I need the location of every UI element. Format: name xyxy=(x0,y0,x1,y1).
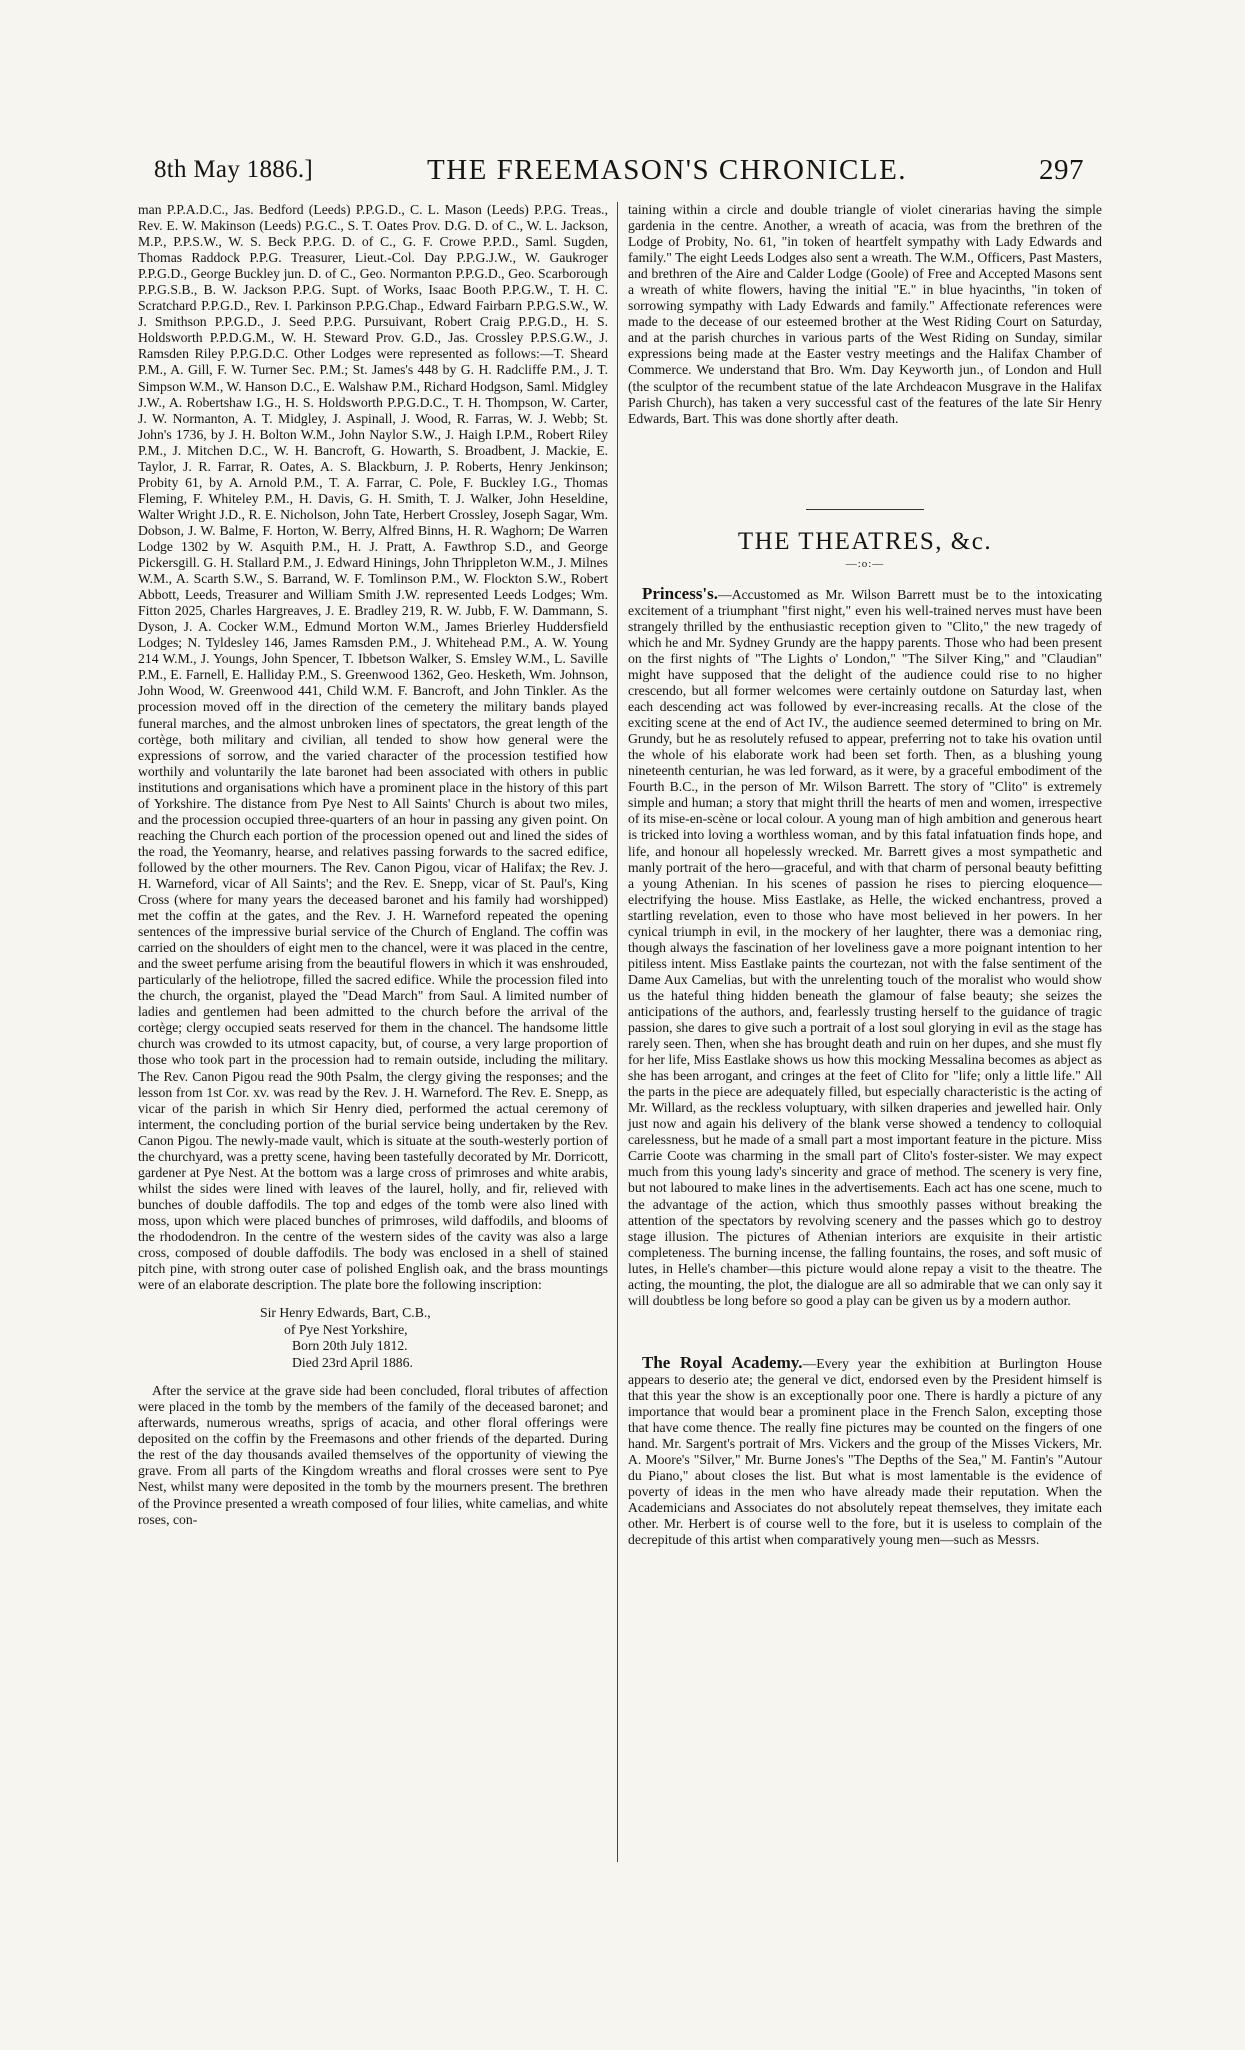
academy-lead: The Royal Academy. xyxy=(642,1352,803,1372)
princess-lead: Princess's. xyxy=(642,583,719,603)
column-divider xyxy=(617,202,618,1862)
page-header xyxy=(154,150,1084,194)
inscription-line: of Pye Nest Yorkshire, xyxy=(284,1321,408,1337)
heading-ornament: —:o:— xyxy=(845,557,885,570)
princess-review xyxy=(628,583,1102,1309)
section-spacer xyxy=(628,1309,1102,1355)
right-column xyxy=(628,202,1102,1548)
masonic-attendance-paragraph: man P.P.A.D.C., Jas. Bedford (Leeds) P.P.G.D., C. L. Mason (Leeds) P.P.G. Treas., Rev. E. W. Makinson (Leeds) P.G.C., S. T. Oates Prov. D.G. D. of C., W. L. Jackson, M.P., P.P.S.W., W. S. Beck P.P.G. D. of C., G. F. Crowe P.P.D., Saml. Sugden, Thomas Raddock P.P.G. Treasurer, Lieut.-Col. Day P.P.G.J.W., W. Gaukroger P.P.G.D., George Buckley jun. D. of C., Geo. Normanton P.P.G.D., Geo. Scarborough P.P.G.S.B., B. W. Jackson P.P.G. Supt. of Works, Isaac Booth P.P.G.W., T. H. C. Scratchard P.P.G.D., Rev. I. Parkinson P.P.G.Chap., Edward Fairbarn P.P.G.S.W., W. J. Smithson P.P.G.D., J. Seed P.P.G. Pursuivant, Robert Craig P.P.G.D., H. S. Holdsworth P.P.D.G.M., W. H. Steward Prov. G.D., Jas. Crossley P.P.S.G.W., J. Ramsden Riley P.P.G.D.C. Other Lodges were represented as follows:—T. Sheard P.M., A. Gill, F. W. Turner Sec. P.M.; St. James's 448 by G. H. Radcliffe P.M., J. T. Simpson W.M., W. Hanson D.C., E. Walshaw P.M., Richard Hodgson, Saml. Midgley J.W., A. Robertshaw I.G., H. S. Holdsworth P.P.G.D.C., T. H. Thompson, W. Carter, J. W. Normanton, A. T. Midgley, J. Aspinall, J. Wood, R. Farras, W. J. Webb; St. John's 1736, by J. H. Bolton W.M., John Naylor S.W., J. Haigh I.P.M., Robert Riley P.M., J. Mitchen D.C., W. H. Bancroft, G. Howarth, S. Broadbent, J. Mackie, E. Taylor, J. R. Farrar, R. Oates, A. S. Blackburn, J. P. Roberts, Henry Jenkinson; Probity 61, by A. Arnold P.M., T. A. Farrar, C. Pole, F. Buckley I.G., Thomas Fleming, F. Whiteley P.M., H. Davis, G. H. Smith, T. J. Walker, John Heseldine, Walter Wright J.D., R. E. Nicholson, John Tate, Herbert Crossley, Joseph Sagar, Wm. Dobson, J. W. Balme, F. Horton, W. Berry, Alfred Binns, H. R. Waghorn; De Warren Lodge 1302 by W. Asquith P.M., H. J. Pratt, A. Fawthrop S.D., and George Pickersgill. G. H. Stallard P.M., J. Edward Hinings, John Thrippleton W.M., J. Milnes W.M., A. Scarth S.W., S. Barrand, W. F. Tomlinson P.M., W. Flockton S.W., Robert Abbott, Leeds, Treasurer and William Smith J.W. represented Leeds Lodges; Wm. Fitton 2025, Charles Hargreaves, J. E. Bradley 219, R. W. Jubb, F. W. Dammann, S. Dyson, J. A. Cocker W.M., Edmund Morton W.M., James Brierley Huddersfield Lodges; N. Tyldesley 146, James Ramsden P.M., J. Whitehead P.M., A. W. Young 214 W.M., J. Youngs, John Spencer, T. Ibbetson Walker, S. Emsley W.M., L. Saville P.M., E. Farnell, E. Halliday P.M., S. Greenwood 1362, Geo. Hesketh, Wm. Johnson, John Wood, W. Greenwood 441, Child W.M. F. Bancroft, and John Tinkler. As the procession moved off in the direction of the cemetery the military bands played funeral marches, and the almost unbroken lines of spectators, the great length of the cortège, both military and civilian, all tended to show how general were the expressions of sorrow, and the varied character of the procession testified how worthily and voluntarily the late baronet had been associated with others in public institutions and organisations which have a prominent place in the history of this part of Yorkshire. The distance from Pye Nest to All Saints' Church is about two miles, and the procession occupied three-quarters of an hour in passing any given point. On reaching the Church each portion of the procession opened out and lined the sides of the road, the Yeomanry, hearse, and relatives passing forwards to the sacred edifice, followed by the other mourners. The Rev. Canon Pigou, vicar of Halifax; the Rev. J. H. Warneford, vicar of All Saints'; and the Rev. E. Snepp, vicar of St. Paul's, King Cross (where for many years the deceased baronet and his family had worshipped) met the coffin at the gates, and the Rev. J. H. Warneford repeated the opening sentences of the impressive burial service of the Church of England. The coffin was carried on the shoulders of eight men to the chancel, were it was placed in the centre, and the sweet perfume arising from the beautiful flowers in which it was enshrouded, particularly of the heliotrope, filled the sacred edifice. While the procession filed into the church, the organist, played the "Dead March" from Saul. A limited number of ladies and gentlemen had been admitted to the church before the arrival of the cortège; clergy occupied seats reserved for them in the chancel. The handsome little church was crowded to its utmost capacity, but, of course, a very large proportion of those who took part in the procession had to remain outside, including the military. The Rev. Canon Pigou read the 90th Psalm, the clergy giving the responses; and the lesson from 1st Cor. xv. was read by the Rev. J. H. Warneford. The Rev. E. Snepp, as vicar of the parish in which Sir Henry died, performed the actual ceremony of interment, the concluding portion of the burial service being undertaken by the Rev. Canon Pigou. The newly-made vault, which is situate at the south-westerly portion of the churchyard, was a pretty scene, having been tastefully decorated by Mr. Dorricott, gardener at Pye Nest. At the bottom was a large cross of primroses and white arabis, whilst the sides were lined with leaves of the laurel, holly, and fir, relieved with bunches of double daffodils. The top and edges of the tomb were also lined with moss, upon which were placed bunches of primroses, wild daffodils, and blooms of the rhododendron. In the centre of the western sides of the cavity was also a large cross, composed of double daffodils. The body was enclosed in a shell of stained pitch pine, with strong outer case of polished English oak, and the brass mountings were of an elaborate description. The plate bore the following inscription: xyxy=(138,202,608,1293)
section-spacer xyxy=(628,427,1102,509)
left-column xyxy=(138,202,608,1528)
coffin-inscription xyxy=(260,1305,608,1371)
princess-text: —Accustomed as Mr. Wilson Barrett must be to the intoxicating excitement of a triumphant "first night," even his well-trained nerves must have been strangely thrilled by the enthusiastic reception given to "Clito," the new tragedy of which he and Mr. Sydney Grundy are the happy parents. Those who had been present on the first nights of "The Lights o' London," "The Silver King," and "Claudian" might have supposed that the delight of the audience could rise to no higher crescendo, but all former welcomes were certainly outdone on Saturday last, when each descending act was followed by ever-increasing recalls. At the close of the exciting scene at the end of Act IV., the audience seemed determined to bring on Mr. Grundy, but he as resolutely refused to appear, preferring not to take his ovation until the whole of his elaborate work had been set forth. Then, as a blushing young nineteenth centurian, he was led forward, as it were, by a graceful embodiment of the Fourth B.C., in the person of Mr. Wilson Barrett. The story of "Clito" is extremely simple and human; a story that might thrill the hearts of men and women, irrespective of its mise-en-scène or local colour. A young man of high ambition and generous heart is tricked into loving a worthless woman, and by this fatal infatuation finds hope, and life, and honour all hopelessly wrecked. Mr. Barrett gives a most sympathetic and manly portrait of the hero—graceful, and with that charm of personal beauty befitting a young Athenian. In his scenes of passion he rises to piercing eloquence—electrifying the house. Miss Eastlake, as Helle, the wicked enchantress, proved a startling revelation, even to those who have most believed in her powers. In her cynical triumph in evil, in the mockery of her laughter, there was a demoniac ring, though always the fascination of her loveliness gave a more poignant intention to her pitiless intent. Miss Eastlake paints the courtezan, not with the false sentiment of the Dame Aux Camelias, but with the unrelenting touch of the moralist who would show us the hateful thing hidden beneath the glamour of false beauty; she seizes the anticipations of the authors, and, fearlessly trusting herself to the guidance of tragic passion, she dares to give such a portrait of a lost soul glorying in evil as the stage has rarely seen. Then, when she has brought death and ruin on her dupes, and she must fly for her life, Miss Eastlake shows us how this mocking Messalina becomes as abject as she has been arrogant, and cringes at the feet of Clito for "life; only a little life." All the parts in the piece are adequately filled, but especially characteristic is the acting of Mr. Willard, as the reckless voluptuary, with silken draperies and jewelled hair. Only just now and again his delivery of the blank verse showed a tendency to colloquial carelessness, but he made of a small part a most important feature in the picture. Miss Carrie Coote was charming in the small part of Clito's foster-sister. We may expect much from this young lady's sincerity and grace of method. The scenery is very fine, but not laboured to make lines in the advertisements. Each act has one scene, much to the advantage of the action, which thus smoothly passes without breaking the attention of the spectators by revolving scenery and the passes which go to destroy stage illusion. The pictures of Athenian interiors are exquisite in their artistic completeness. The burning incense, the falling fountains, the roses, and soft music of lutes, in Helle's chamber—this picture would alone repay a visit to the theatre. The acting, the mounting, the plot, the dialogue are all so admirable that we can only say it will doubtless be long before so good a play can be given us by a modern author. xyxy=(628,586,1102,1308)
inscription-line: Born 20th July 1812. xyxy=(292,1338,408,1354)
royal-academy-review xyxy=(628,1352,1102,1549)
inscription-line: Died 23rd April 1886. xyxy=(292,1354,413,1370)
page-number: 297 xyxy=(1039,154,1084,186)
newspaper-title: THE FREEMASON'S CHRONICLE. xyxy=(427,154,908,186)
academy-text: —Every year the exhibition at Burlington House appears to deserio ate; the general ve dict, endorsed even by the President himself is that this year the show is an exceptionally poor one. There is hardly a picture of any importance that would bear a prominent place in the French Salon, excepting those that have come thence. The really fine pictures may be counted on the fingers of one hand. Mr. Sargent's portrait of Mrs. Vickers and the group of the Misses Vickers, Mr. A. Moore's "Silver," Mr. Burne Jones's "The Depths of the Sea," M. Fantin's "Autour du Piano," about closes the list. But what is most lamentable is the evidence of poverty of ideas in the men who have already made their reputation. When the Academicians and Associates do not absolutely repeat themselves, they imitate each other. Mr. Herbert is of course well to the fore, but it is useless to complain of the decrepitude of this artist when comparatively young men—such as Messrs. xyxy=(628,1355,1102,1548)
section-rule xyxy=(806,509,924,510)
inscription-line: Sir Henry Edwards, Bart, C.B., xyxy=(260,1305,431,1321)
theatres-heading: THE THEATRES, &c. xyxy=(737,527,993,555)
floral-tributes-paragraph: After the service at the grave side had been concluded, floral tributes of affection were placed in the tomb by the members of the family of the deceased baronet; and afterwards, numerous wreaths, sprigs of acacia, and other floral offerings were deposited on the coffin by the Freemasons and other friends of the departed. During the rest of the day thousands availed themselves of the opportunity of viewing the grave. From all parts of the Kingdom wreaths and floral crosses were sent to Pye Nest, whilst many were deposited in the tomb by the mourners present. The brethren of the Province presented a wreath composed of four lilies, white camelias, and white roses, con- xyxy=(138,1383,608,1527)
issue-date: 8th May 1886.] xyxy=(154,156,314,183)
wreaths-paragraph: taining within a circle and double triangle of violet cinerarias having the simple gardenia in the centre. Another, a wreath of acacia, was from the brethren of the Lodge of Probity, No. 61, "in token of heartfelt sympathy with Lady Edwards and family." The eight Leeds Lodges also sent a wreath. The W.M., Officers, Past Masters, and brethren of the Aire and Calder Lodge (Goole) of Free and Accepted Masons sent a wreath of white flowers, having the initial "E." in blue hyacinths, "in token of sorrowing sympathy with Lady Edwards and family." Affectionate references were made to the decease of our esteemed brother at the West Riding Court on Saturday, and at the parish churches in various parts of the West Riding on Sunday, similar expressions being made at the Easter vestry meetings and the Halifax Chamber of Commerce. We understand that Bro. Wm. Day Keyworth jun., of London and Hull (the sculptor of the recumbent statue of the late Archdeacon Musgrave in the Halifax Parish Church), has taken a very successful cast of the features of the late Sir Henry Edwards, Bart. This was done shortly after death. xyxy=(628,202,1102,426)
